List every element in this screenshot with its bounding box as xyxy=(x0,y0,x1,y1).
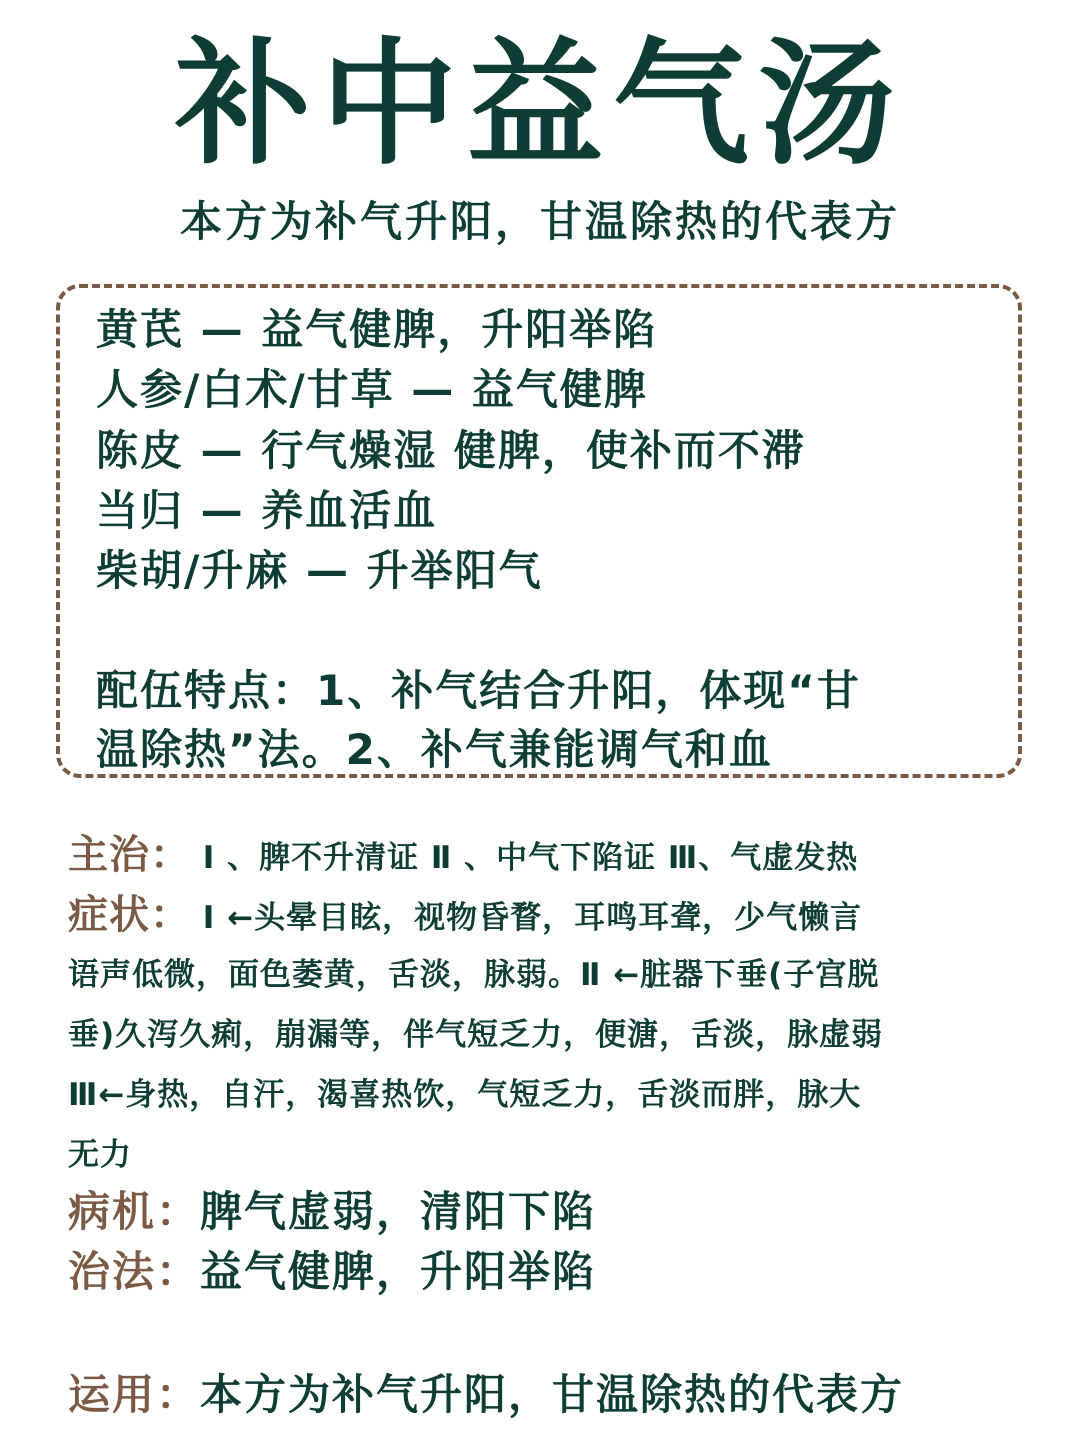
zhifa-text: 益气健脾，升阳举陷 xyxy=(200,1247,597,1296)
zhengzhuang-line-4: Ⅲ←身热，自汗，渴喜热饮，气短乏力，舌淡而胖，脉大 xyxy=(68,1077,862,1113)
herb-line-renshen: 人参/白术/甘草 — 益气健脾 xyxy=(96,365,648,414)
yunyong-text: 本方为补气升阳，甘温除热的代表方 xyxy=(200,1370,905,1419)
zhengzhuang-line-1: Ⅰ ←头晕目眩，视物昏瞀，耳鸣耳聋，少气懒言 xyxy=(191,900,863,936)
page-title: 补中益气汤 xyxy=(175,26,905,184)
section-zhuzhi xyxy=(68,825,858,888)
yunyong-label: 运用： xyxy=(68,1370,201,1419)
section-zhifa xyxy=(68,1243,596,1301)
herb-line-huangqi: 黄芪 — 益气健脾，升阳举陷 xyxy=(96,305,658,354)
bingji-text: 脾气虚弱，清阳下陷 xyxy=(200,1187,597,1236)
section-zhengzhuang xyxy=(68,885,862,948)
herb-line-chaihu: 柴胡/升麻 — 升举阳气 xyxy=(96,546,543,595)
herb-line-danggui: 当归 — 养血活血 xyxy=(96,486,438,535)
page-subtitle: 本方为补气升阳，甘温除热的代表方 xyxy=(179,197,900,246)
zhuzhi-label: 主治： xyxy=(68,832,191,878)
bingji-label: 病机： xyxy=(68,1187,201,1236)
zhengzhuang-line-2: 语声低微，面色萎黄，舌淡，脉弱。Ⅱ ←脏器下垂(子宫脱 xyxy=(68,957,880,993)
feature-line-2: 温除热”法。2、补气兼能调气和血 xyxy=(96,725,773,774)
zhengzhuang-line-3: 垂)久泻久痢，崩漏等，伴气短乏力，便溏，舌淡，脉虚弱 xyxy=(68,1017,884,1053)
section-bingji xyxy=(68,1183,596,1241)
feature-line-1: 配伍特点：1、补气结合升阳，体现“甘 xyxy=(96,666,861,715)
zhengzhuang-line-5: 无力 xyxy=(68,1137,132,1173)
zhifa-label: 治法： xyxy=(68,1247,201,1296)
herb-line-chenpi: 陈皮 — 行气燥湿 健脾，使补而不滞 xyxy=(96,426,806,475)
zhuzhi-text: Ⅰ 、脾不升清证 Ⅱ 、中气下陷证 Ⅲ、气虚发热 xyxy=(191,840,859,876)
section-yunyong xyxy=(68,1366,904,1424)
zhengzhuang-label: 症状： xyxy=(68,892,191,938)
